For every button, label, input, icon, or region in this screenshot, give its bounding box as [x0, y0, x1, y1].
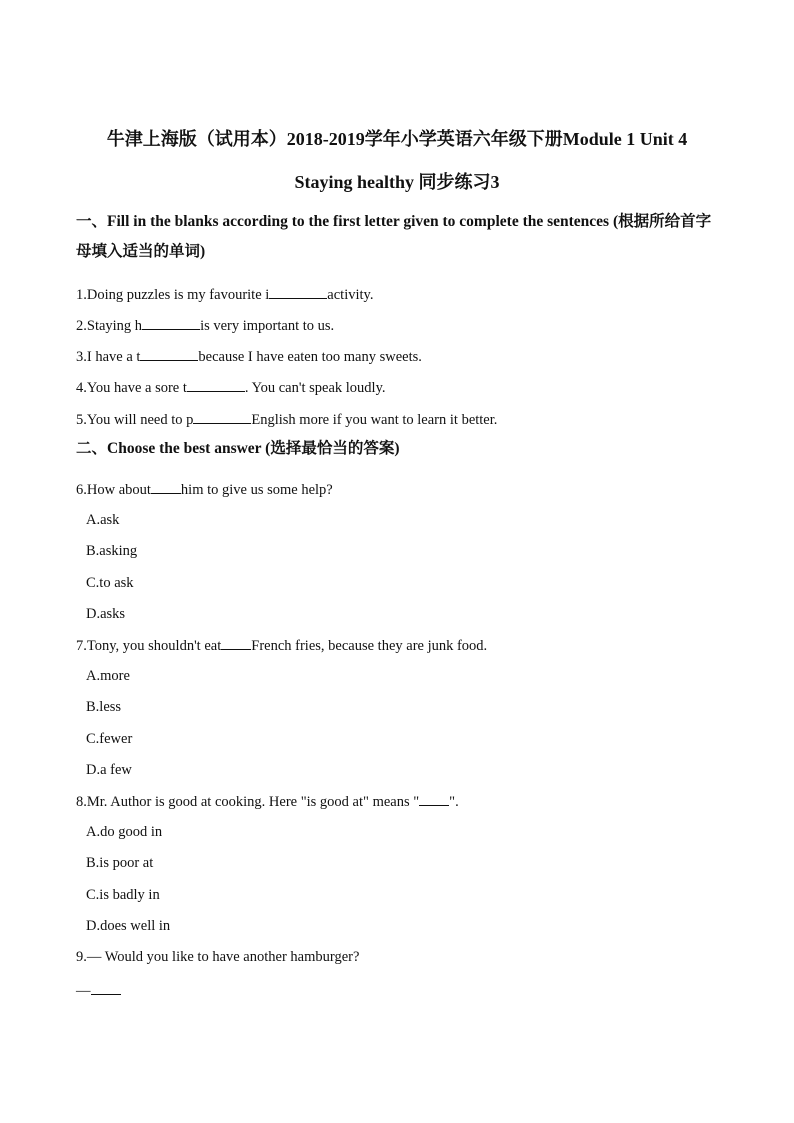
- question-6: [76, 479, 333, 500]
- answer-blank: [193, 409, 251, 424]
- option-7a: A.more: [86, 668, 130, 684]
- question-2: [76, 315, 334, 336]
- option-7b: B.less: [86, 699, 122, 715]
- section-2-heading: 二、Choose the best answer (选择最恰当的答案): [76, 440, 400, 457]
- question-text: him to give us some help?: [180, 482, 333, 498]
- answer-blank: [140, 346, 198, 361]
- question-text: 2.Staying h: [76, 318, 143, 334]
- question-text: is very important to us.: [200, 318, 335, 334]
- option-7c: C.fewer: [86, 731, 133, 747]
- question-text: 8.Mr. Author is good at cooking. Here "is good at" means ": [76, 794, 420, 810]
- question-text: English more if you want to learn it better.: [251, 412, 498, 428]
- question-4: [76, 377, 386, 398]
- question-5: [76, 409, 497, 430]
- option-6c: C.to ask: [86, 575, 134, 591]
- option-6d: D.asks: [86, 606, 126, 622]
- question-text: 3.I have a t: [76, 349, 141, 365]
- section-1-heading: 一、Fill in the blanks according to the first letter given to complete the sentences (根据所给首字母填入适当的单词): [76, 213, 712, 260]
- question-9: 9.— Would you like to have another hamburger?: [76, 949, 360, 965]
- question-text: 5.You will need to p: [76, 412, 194, 428]
- answer-blank: [142, 315, 200, 330]
- dash-text: —: [76, 983, 91, 999]
- question-3: [76, 346, 422, 367]
- answer-blank: [269, 284, 327, 299]
- question-text: activity.: [327, 287, 374, 303]
- answer-blank: [91, 980, 121, 995]
- title-line-2: Staying healthy 同步练习3: [294, 172, 500, 192]
- question-1: [76, 284, 373, 305]
- question-text: 1.Doing puzzles is my favourite i: [76, 287, 270, 303]
- question-text: ".: [449, 794, 459, 810]
- question-text: French fries, because they are junk food.: [251, 638, 488, 654]
- answer-blank: [151, 479, 181, 494]
- question-8: [76, 791, 459, 812]
- option-8b: B.is poor at: [86, 855, 154, 871]
- option-7d: D.a few: [86, 762, 132, 778]
- question-text: 6.How about: [76, 482, 151, 498]
- question-text: because I have eaten too many sweets.: [198, 349, 422, 365]
- answer-blank: [419, 791, 449, 806]
- option-8a: A.do good in: [86, 824, 163, 840]
- question-text: 7.Tony, you shouldn't eat: [76, 638, 222, 654]
- option-6b: B.asking: [86, 543, 138, 559]
- option-8c: C.is badly in: [86, 887, 160, 903]
- answer-blank: [221, 635, 251, 650]
- answer-blank: [187, 377, 245, 392]
- title-line-1: 牛津上海版（试用本）2018-2019学年小学英语六年级下册Module 1 Unit 4: [106, 129, 688, 149]
- option-8d: D.does well in: [86, 918, 171, 934]
- question-9-response: [76, 980, 121, 1001]
- question-7: [76, 635, 487, 656]
- question-text: . You can't speak loudly.: [244, 380, 386, 396]
- question-text: 4.You have a sore t: [76, 380, 187, 396]
- option-6a: A.ask: [86, 512, 120, 528]
